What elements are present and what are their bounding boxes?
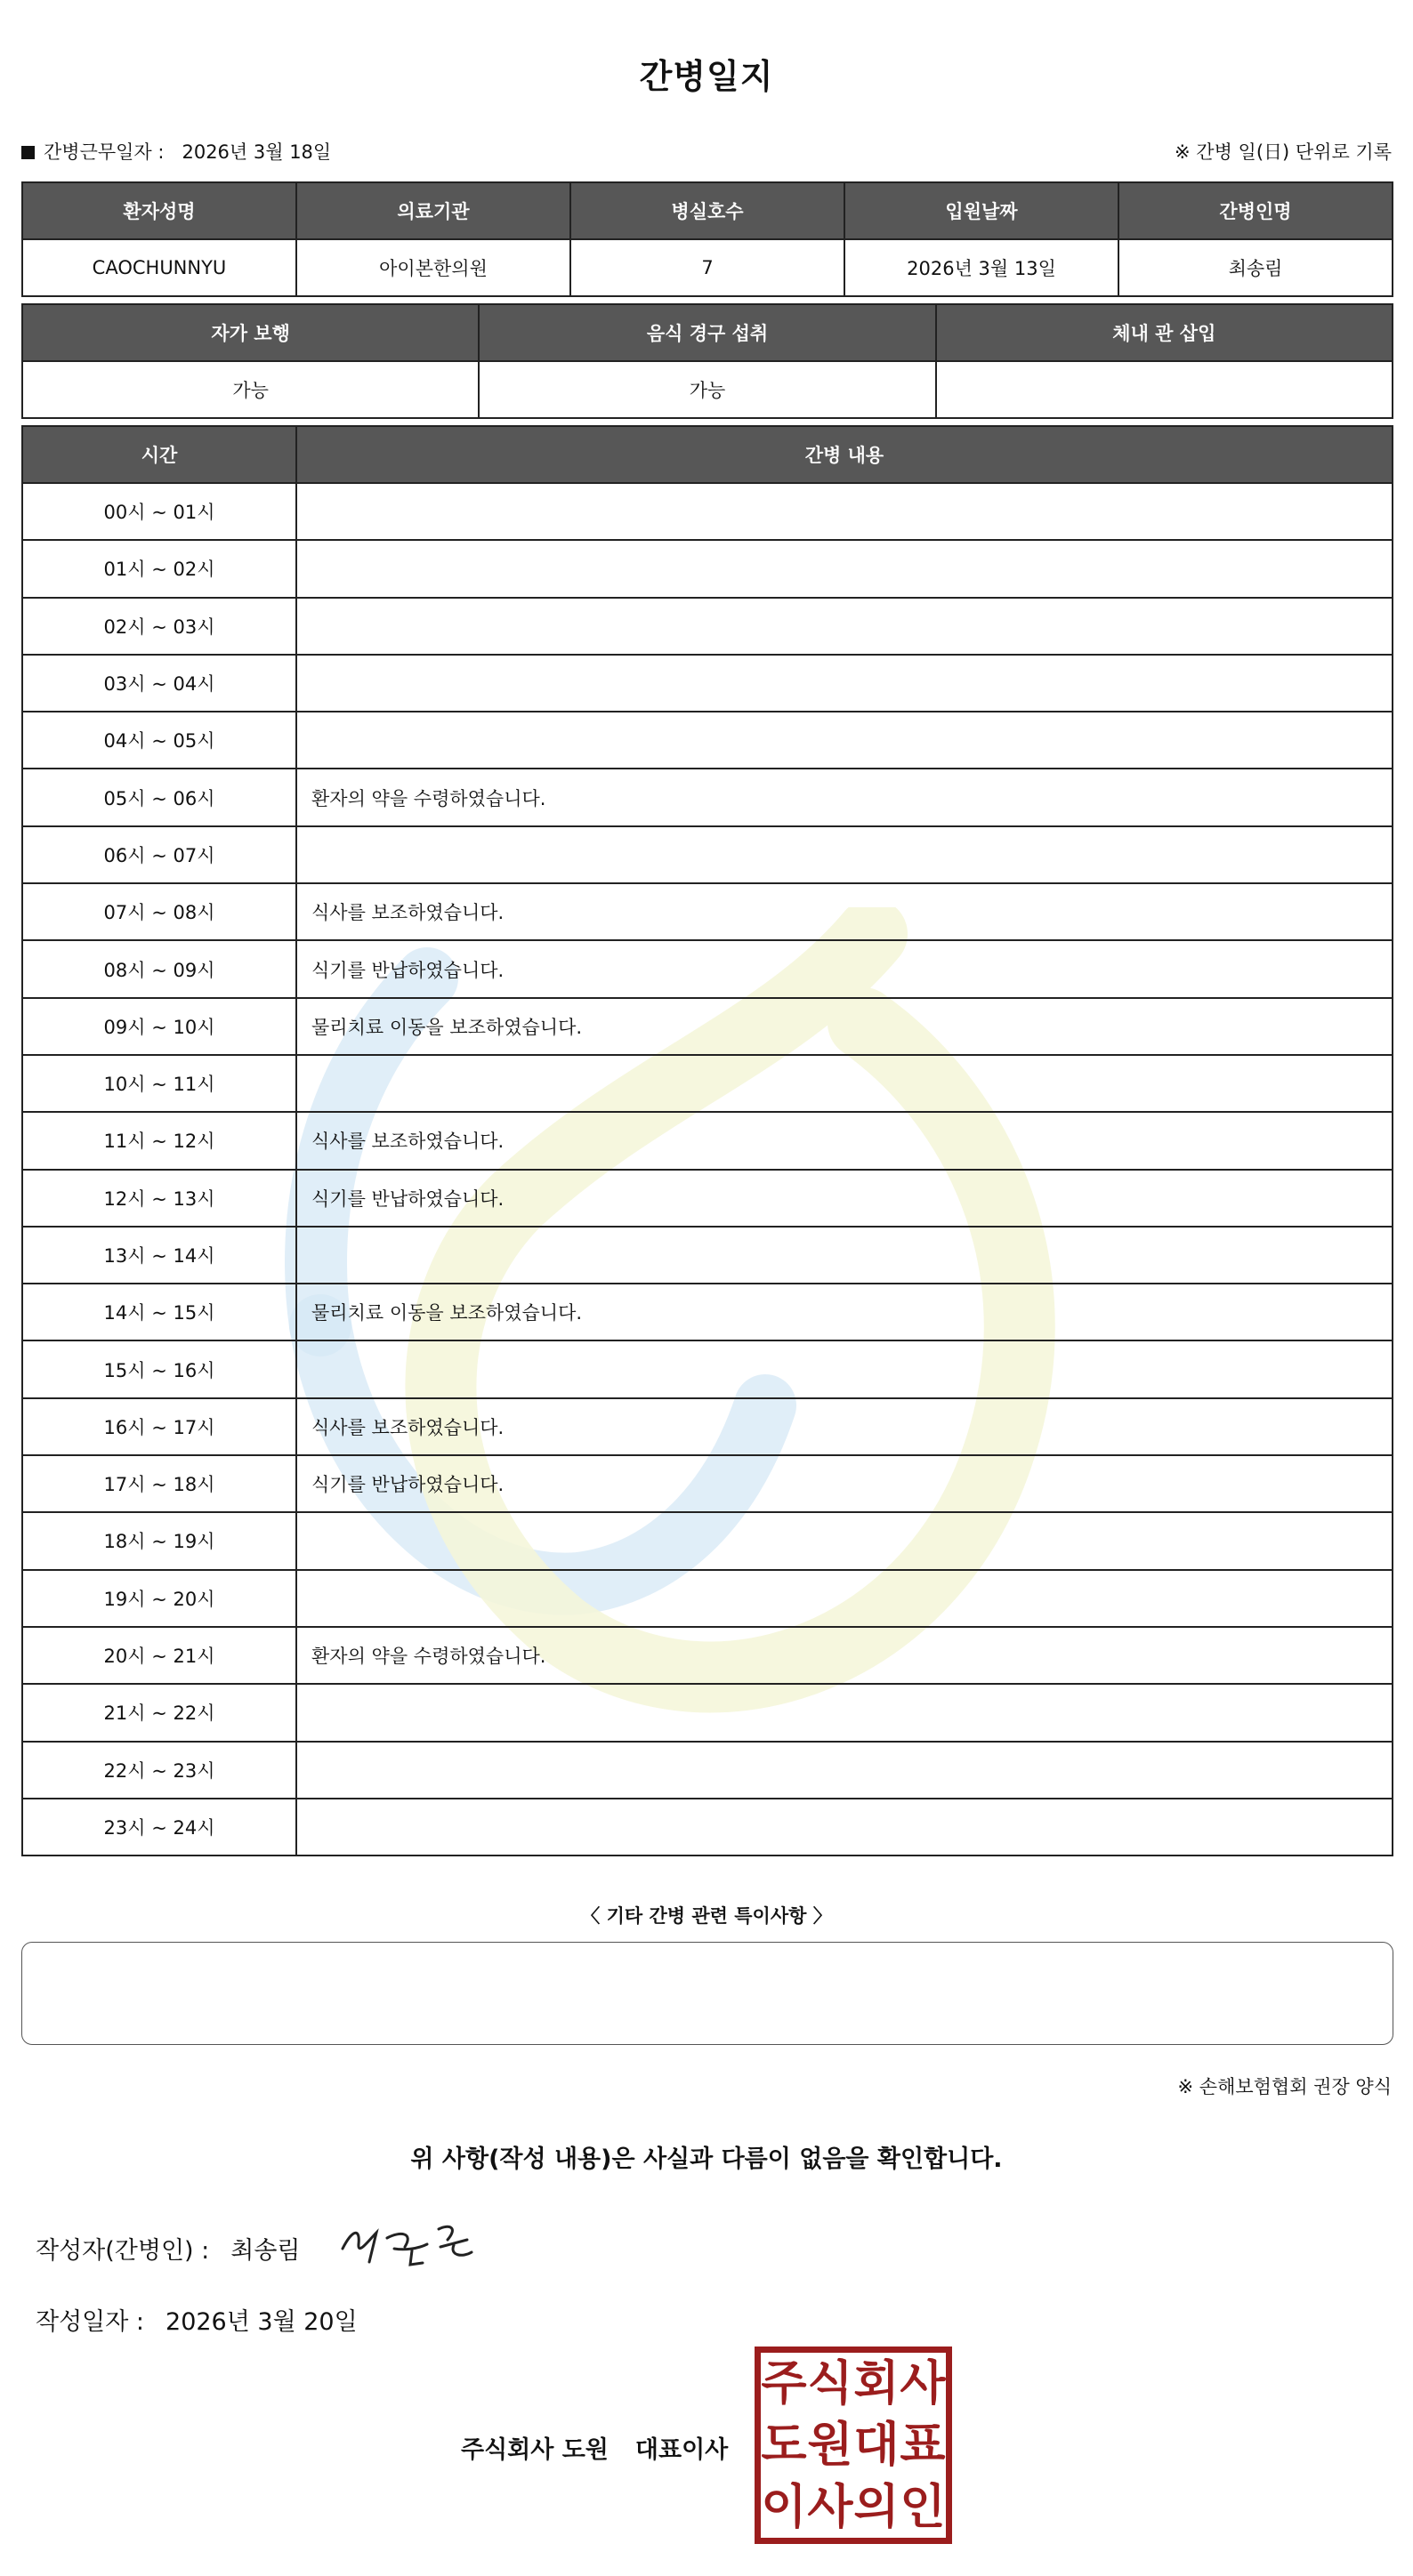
header-admission-date: 입원날짜 bbox=[844, 182, 1118, 239]
self-walking-value: 가능 bbox=[22, 361, 479, 418]
schedule-content bbox=[296, 598, 1393, 655]
schedule-content bbox=[296, 1570, 1393, 1627]
schedule-content bbox=[296, 483, 1393, 540]
schedule-time: 13시 ~ 14시 bbox=[22, 1227, 296, 1284]
writer-name: 최송림 bbox=[230, 2237, 301, 2265]
header-patient-name: 환자성명 bbox=[22, 182, 296, 239]
schedule-time: 05시 ~ 06시 bbox=[22, 769, 296, 825]
schedule-header-row bbox=[22, 426, 1393, 483]
schedule-time: 15시 ~ 16시 bbox=[22, 1340, 296, 1397]
write-date-line bbox=[36, 2302, 358, 2337]
schedule-content bbox=[296, 1227, 1393, 1284]
header-room-number: 병실호수 bbox=[570, 182, 844, 239]
patient-info-value-row bbox=[22, 239, 1393, 296]
admission-date: 2026년 3월 13일 bbox=[844, 239, 1118, 296]
write-date-label: 작성일자 : bbox=[36, 2308, 145, 2336]
header-caregiver-name: 간병인명 bbox=[1118, 182, 1393, 239]
schedule-time: 00시 ~ 01시 bbox=[22, 483, 296, 540]
schedule-content bbox=[296, 826, 1393, 883]
header-self-walking: 자가 보행 bbox=[22, 304, 479, 361]
schedule-row bbox=[22, 998, 1393, 1055]
schedule-row bbox=[22, 598, 1393, 655]
schedule-content: 물리치료 이동을 보조하였습니다. bbox=[296, 1284, 1393, 1340]
seal-character: 식 bbox=[807, 2356, 853, 2411]
schedule-row bbox=[22, 826, 1393, 883]
seal-character: 사 bbox=[807, 2479, 853, 2534]
recommend-note: ※ 손해보험협회 권장 양식 bbox=[1177, 2076, 1392, 2097]
schedule-row bbox=[22, 712, 1393, 769]
schedule-content bbox=[296, 1799, 1393, 1856]
schedule-row bbox=[22, 1055, 1393, 1112]
schedule-content bbox=[296, 1055, 1393, 1112]
oral-intake-value: 가능 bbox=[479, 361, 935, 418]
schedule-time: 20시 ~ 21시 bbox=[22, 1627, 296, 1684]
schedule-row bbox=[22, 483, 1393, 540]
caregiver-name: 최송림 bbox=[1118, 239, 1393, 296]
schedule-content: 식사를 보조하였습니다. bbox=[296, 883, 1393, 940]
header-care-content: 간병 내용 bbox=[296, 426, 1393, 483]
schedule-row bbox=[22, 1627, 1393, 1684]
meta-row bbox=[21, 138, 1392, 170]
schedule-content bbox=[296, 712, 1393, 769]
schedule-time: 12시 ~ 13시 bbox=[22, 1170, 296, 1227]
notes-box bbox=[21, 1942, 1393, 2045]
schedule-time: 18시 ~ 19시 bbox=[22, 1512, 296, 1569]
schedule-time: 06시 ~ 07시 bbox=[22, 826, 296, 883]
schedule-content bbox=[296, 1684, 1393, 1741]
patient-status-header-row bbox=[22, 304, 1393, 361]
work-date-info bbox=[21, 138, 331, 165]
seal-character: 이 bbox=[761, 2479, 807, 2534]
schedule-time: 19시 ~ 20시 bbox=[22, 1570, 296, 1627]
schedule-row bbox=[22, 1570, 1393, 1627]
schedule-time: 08시 ~ 09시 bbox=[22, 940, 296, 997]
schedule-content: 식기를 반납하였습니다. bbox=[296, 1170, 1393, 1227]
schedule-time: 22시 ~ 23시 bbox=[22, 1742, 296, 1799]
schedule-time: 14시 ~ 15시 bbox=[22, 1284, 296, 1340]
schedule-row bbox=[22, 1512, 1393, 1569]
schedule-content: 식사를 보조하였습니다. bbox=[296, 1112, 1393, 1169]
schedule-content bbox=[296, 1512, 1393, 1569]
schedule-content bbox=[296, 540, 1393, 597]
confirm-statement: 위 사항(작성 내용)은 사실과 다름이 없음을 확인합니다. bbox=[410, 2145, 1003, 2173]
seal-character: 의 bbox=[853, 2479, 900, 2534]
ceo-title: 대표이사 bbox=[634, 2436, 729, 2464]
seal-character: 도 bbox=[761, 2418, 807, 2473]
schedule-time: 23시 ~ 24시 bbox=[22, 1799, 296, 1856]
header-tube-insertion: 체내 관 삽입 bbox=[936, 304, 1393, 361]
write-date: 2026년 3월 20일 bbox=[166, 2308, 358, 2336]
schedule-time: 16시 ~ 17시 bbox=[22, 1398, 296, 1455]
schedule-time: 11시 ~ 12시 bbox=[22, 1112, 296, 1169]
schedule-row bbox=[22, 940, 1393, 997]
notes-title: 〈 기타 간병 관련 특이사항 〉 bbox=[581, 1905, 832, 1927]
schedule-content: 환자의 약을 수령하였습니다. bbox=[296, 769, 1393, 825]
schedule-content bbox=[296, 1340, 1393, 1397]
document-title: 간병일지 bbox=[639, 57, 774, 96]
header-hospital: 의료기관 bbox=[296, 182, 570, 239]
company-name: 주식회사 도원 bbox=[461, 2436, 609, 2464]
writer-line bbox=[36, 2231, 301, 2266]
schedule-content: 식사를 보조하였습니다. bbox=[296, 1398, 1393, 1455]
schedule-time: 21시 ~ 22시 bbox=[22, 1684, 296, 1741]
patient-name: CAOCHUNNYU bbox=[22, 239, 296, 296]
schedule-time: 17시 ~ 18시 bbox=[22, 1455, 296, 1512]
hospital-name: 아이본한의원 bbox=[296, 239, 570, 296]
schedule-row bbox=[22, 1684, 1393, 1741]
schedule-row bbox=[22, 1455, 1393, 1512]
schedule-time: 07시 ~ 08시 bbox=[22, 883, 296, 940]
seal-character: 원 bbox=[807, 2418, 853, 2473]
tube-insertion-value bbox=[936, 361, 1393, 418]
schedule-row bbox=[22, 1340, 1393, 1397]
schedule-row bbox=[22, 1799, 1393, 1856]
seal-character: 회 bbox=[853, 2356, 900, 2411]
schedule-time: 04시 ~ 05시 bbox=[22, 712, 296, 769]
seal-character: 주 bbox=[761, 2356, 807, 2411]
schedule-row bbox=[22, 1742, 1393, 1799]
schedule-row bbox=[22, 1284, 1393, 1340]
schedule-row bbox=[22, 540, 1393, 597]
square-bullet-icon bbox=[21, 146, 35, 159]
header-time: 시간 bbox=[22, 426, 296, 483]
schedule-time: 02시 ~ 03시 bbox=[22, 598, 296, 655]
room-number: 7 bbox=[570, 239, 844, 296]
schedule-row bbox=[22, 655, 1393, 712]
schedule-time: 10시 ~ 11시 bbox=[22, 1055, 296, 1112]
patient-status-value-row bbox=[22, 361, 1393, 418]
schedule-content bbox=[296, 655, 1393, 712]
schedule-row bbox=[22, 769, 1393, 825]
schedule-content: 물리치료 이동을 보조하였습니다. bbox=[296, 998, 1393, 1055]
seal-character: 인 bbox=[900, 2479, 946, 2534]
daily-note: ※ 간병 일(日) 단위로 기록 bbox=[1175, 141, 1392, 163]
writer-label: 작성자(간병인) : bbox=[36, 2237, 210, 2265]
schedule-content: 식기를 반납하였습니다. bbox=[296, 940, 1393, 997]
schedule-content: 환자의 약을 수령하였습니다. bbox=[296, 1627, 1393, 1684]
schedule-row bbox=[22, 1398, 1393, 1455]
company-line bbox=[461, 2430, 728, 2465]
schedule-time: 01시 ~ 02시 bbox=[22, 540, 296, 597]
patient-status-table bbox=[21, 303, 1393, 419]
schedule-content: 식기를 반납하였습니다. bbox=[296, 1455, 1393, 1512]
care-schedule-table bbox=[21, 425, 1393, 1856]
company-seal-icon bbox=[755, 2347, 952, 2544]
schedule-row bbox=[22, 1170, 1393, 1227]
patient-info-header-row bbox=[22, 182, 1393, 239]
schedule-body bbox=[22, 483, 1393, 1856]
schedule-row bbox=[22, 1227, 1393, 1284]
work-date-label: 간병근무일자 : bbox=[44, 141, 165, 163]
header-oral-intake: 음식 경구 섭취 bbox=[479, 304, 935, 361]
seal-character: 사 bbox=[900, 2356, 946, 2411]
patient-info-table bbox=[21, 181, 1393, 297]
schedule-row bbox=[22, 1112, 1393, 1169]
signature-icon bbox=[334, 2213, 485, 2275]
seal-character: 대 bbox=[853, 2418, 900, 2473]
schedule-time: 09시 ~ 10시 bbox=[22, 998, 296, 1055]
schedule-row bbox=[22, 883, 1393, 940]
schedule-time: 03시 ~ 04시 bbox=[22, 655, 296, 712]
schedule-content bbox=[296, 1742, 1393, 1799]
seal-character: 표 bbox=[900, 2418, 946, 2473]
work-date: 2026년 3월 18일 bbox=[182, 141, 332, 163]
